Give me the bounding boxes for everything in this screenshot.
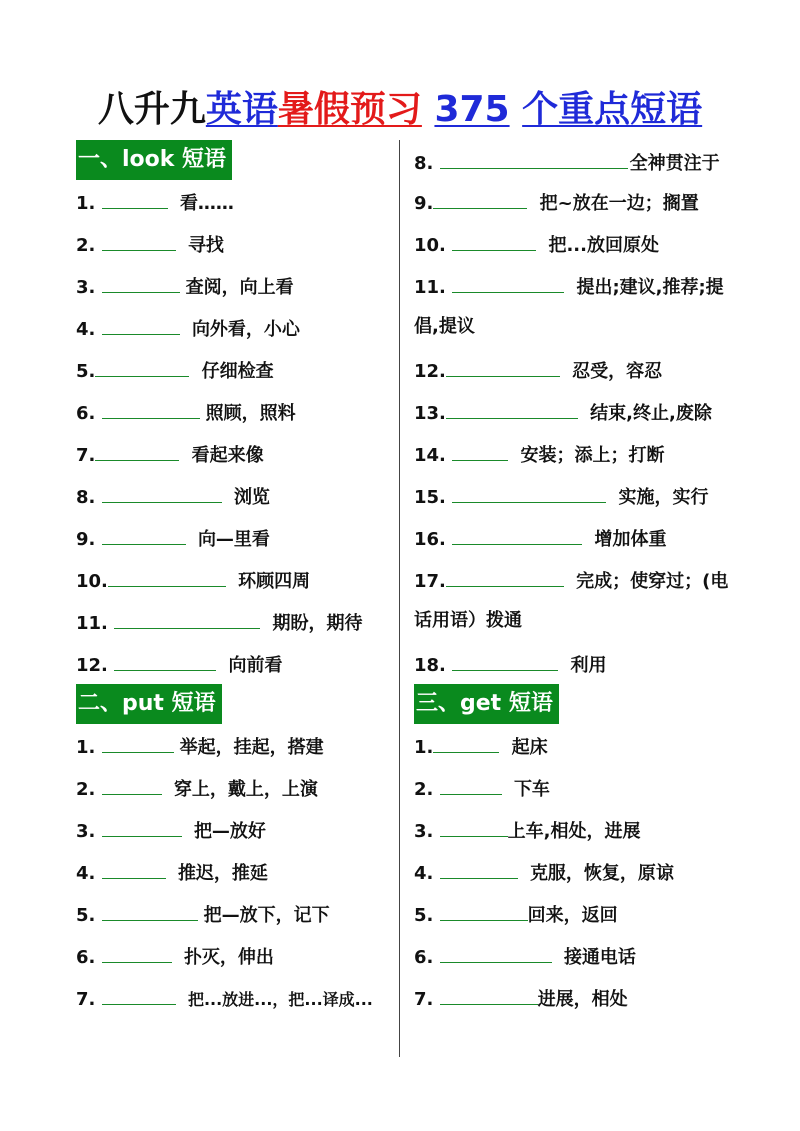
list-item: 3. 查阅，向上看	[76, 264, 388, 306]
list-item: 9. 把~放在一边；搁置	[414, 180, 734, 222]
list-item: 5. 仔细检查	[76, 348, 388, 390]
answer-blank[interactable]	[102, 264, 180, 293]
list-item: 2. 下车	[414, 766, 734, 808]
list-item: 3. 把—放好	[76, 808, 388, 850]
left-column	[76, 140, 388, 1018]
answer-blank[interactable]	[452, 222, 536, 251]
right-column	[414, 140, 734, 1018]
answer-blank[interactable]	[440, 976, 538, 1005]
list-item: 6. 照顾，照料	[76, 390, 388, 432]
list-item: 7. 看起来像	[76, 432, 388, 474]
list-item: 5. 把—放下，记下	[76, 892, 388, 934]
list-item: 7. 进展，相处	[414, 976, 734, 1018]
answer-blank[interactable]	[433, 180, 527, 209]
list-item: 16. 增加体重	[414, 516, 734, 558]
title-part-english: 英语	[205, 89, 278, 130]
list-item: 4. 推迟，推延	[76, 850, 388, 892]
answer-blank[interactable]	[446, 390, 578, 419]
answer-blank[interactable]	[102, 808, 182, 837]
answer-blank[interactable]	[102, 306, 180, 335]
list-item: 7. 把...放进...，把...译成...	[76, 976, 388, 1018]
list-item: 1. 起床	[414, 724, 734, 766]
answer-blank[interactable]	[440, 140, 628, 169]
column-divider	[399, 140, 400, 1057]
list-item: 10. 环顾四周	[76, 558, 388, 600]
answer-blank[interactable]	[102, 222, 176, 251]
answer-blank[interactable]	[102, 516, 186, 545]
list-item-continuation: 倡,提议	[414, 316, 475, 337]
list-item: 13. 结束,终止,废除	[414, 390, 734, 432]
title-part-count: 375	[434, 89, 510, 130]
title-part-grade: 八升九	[97, 89, 206, 130]
answer-blank[interactable]	[452, 432, 508, 461]
list-item: 14. 安装；添上；打断	[414, 432, 734, 474]
answer-blank[interactable]	[102, 976, 176, 1005]
list-item: 6. 接通电话	[414, 934, 734, 976]
list-item: 2. 穿上，戴上，上演	[76, 766, 388, 808]
page-title	[0, 86, 800, 134]
section-heading-look: 一、look 短语	[76, 140, 232, 180]
list-item: 5. 回来，返回	[414, 892, 734, 934]
answer-blank[interactable]	[440, 892, 528, 921]
answer-blank[interactable]	[108, 558, 226, 587]
answer-blank[interactable]	[446, 348, 560, 377]
section-heading-put: 二、put 短语	[76, 684, 222, 724]
title-part-phrases: 个重点短语	[522, 89, 703, 130]
list-item: 2. 寻找	[76, 222, 388, 264]
list-item: 11. 期盼，期待	[76, 600, 388, 642]
answer-blank[interactable]	[102, 850, 166, 879]
answer-blank[interactable]	[95, 348, 189, 377]
list-item-continuation: 话用语）拨通	[414, 610, 522, 631]
answer-blank[interactable]	[440, 808, 508, 837]
list-item: 10. 把...放回原处	[414, 222, 734, 264]
list-item: 3. 上车,相处，进展	[414, 808, 734, 850]
answer-blank[interactable]	[433, 724, 499, 753]
list-item: 6. 扑灭，伸出	[76, 934, 388, 976]
section-heading-get: 三、get 短语	[414, 684, 559, 724]
answer-blank[interactable]	[102, 724, 174, 753]
answer-blank[interactable]	[114, 600, 260, 629]
answer-blank[interactable]	[452, 264, 564, 293]
list-item: 12. 忍受，容忍	[414, 348, 734, 390]
answer-blank[interactable]	[102, 892, 198, 921]
title-part-summer: 暑假预习	[277, 89, 422, 130]
answer-blank[interactable]	[114, 642, 216, 671]
answer-blank[interactable]	[102, 180, 168, 209]
answer-blank[interactable]	[440, 934, 552, 963]
answer-blank[interactable]	[452, 474, 606, 503]
answer-blank[interactable]	[452, 642, 558, 671]
answer-blank[interactable]	[102, 934, 172, 963]
answer-blank[interactable]	[446, 558, 564, 587]
list-item: 8. 全神贯注于	[414, 140, 734, 180]
answer-blank[interactable]	[102, 390, 200, 419]
list-item: 17. 完成；使穿过；(电	[414, 558, 734, 600]
list-item: 1. 看……	[76, 180, 388, 222]
list-item: 12. 向前看	[76, 642, 388, 684]
list-item: 4. 向外看，小心	[76, 306, 388, 348]
list-item: 8. 浏览	[76, 474, 388, 516]
list-item: 11. 提出;建议,推荐;提	[414, 264, 734, 306]
answer-blank[interactable]	[95, 432, 179, 461]
answer-blank[interactable]	[440, 766, 502, 795]
list-item: 1. 举起，挂起，搭建	[76, 724, 388, 766]
answer-blank[interactable]	[452, 516, 582, 545]
list-item: 9. 向—里看	[76, 516, 388, 558]
answer-blank[interactable]	[102, 766, 162, 795]
answer-blank[interactable]	[440, 850, 518, 879]
list-item: 18. 利用	[414, 642, 734, 684]
answer-blank[interactable]	[102, 474, 222, 503]
list-item: 4. 克服，恢复，原谅	[414, 850, 734, 892]
list-item: 15. 实施，实行	[414, 474, 734, 516]
